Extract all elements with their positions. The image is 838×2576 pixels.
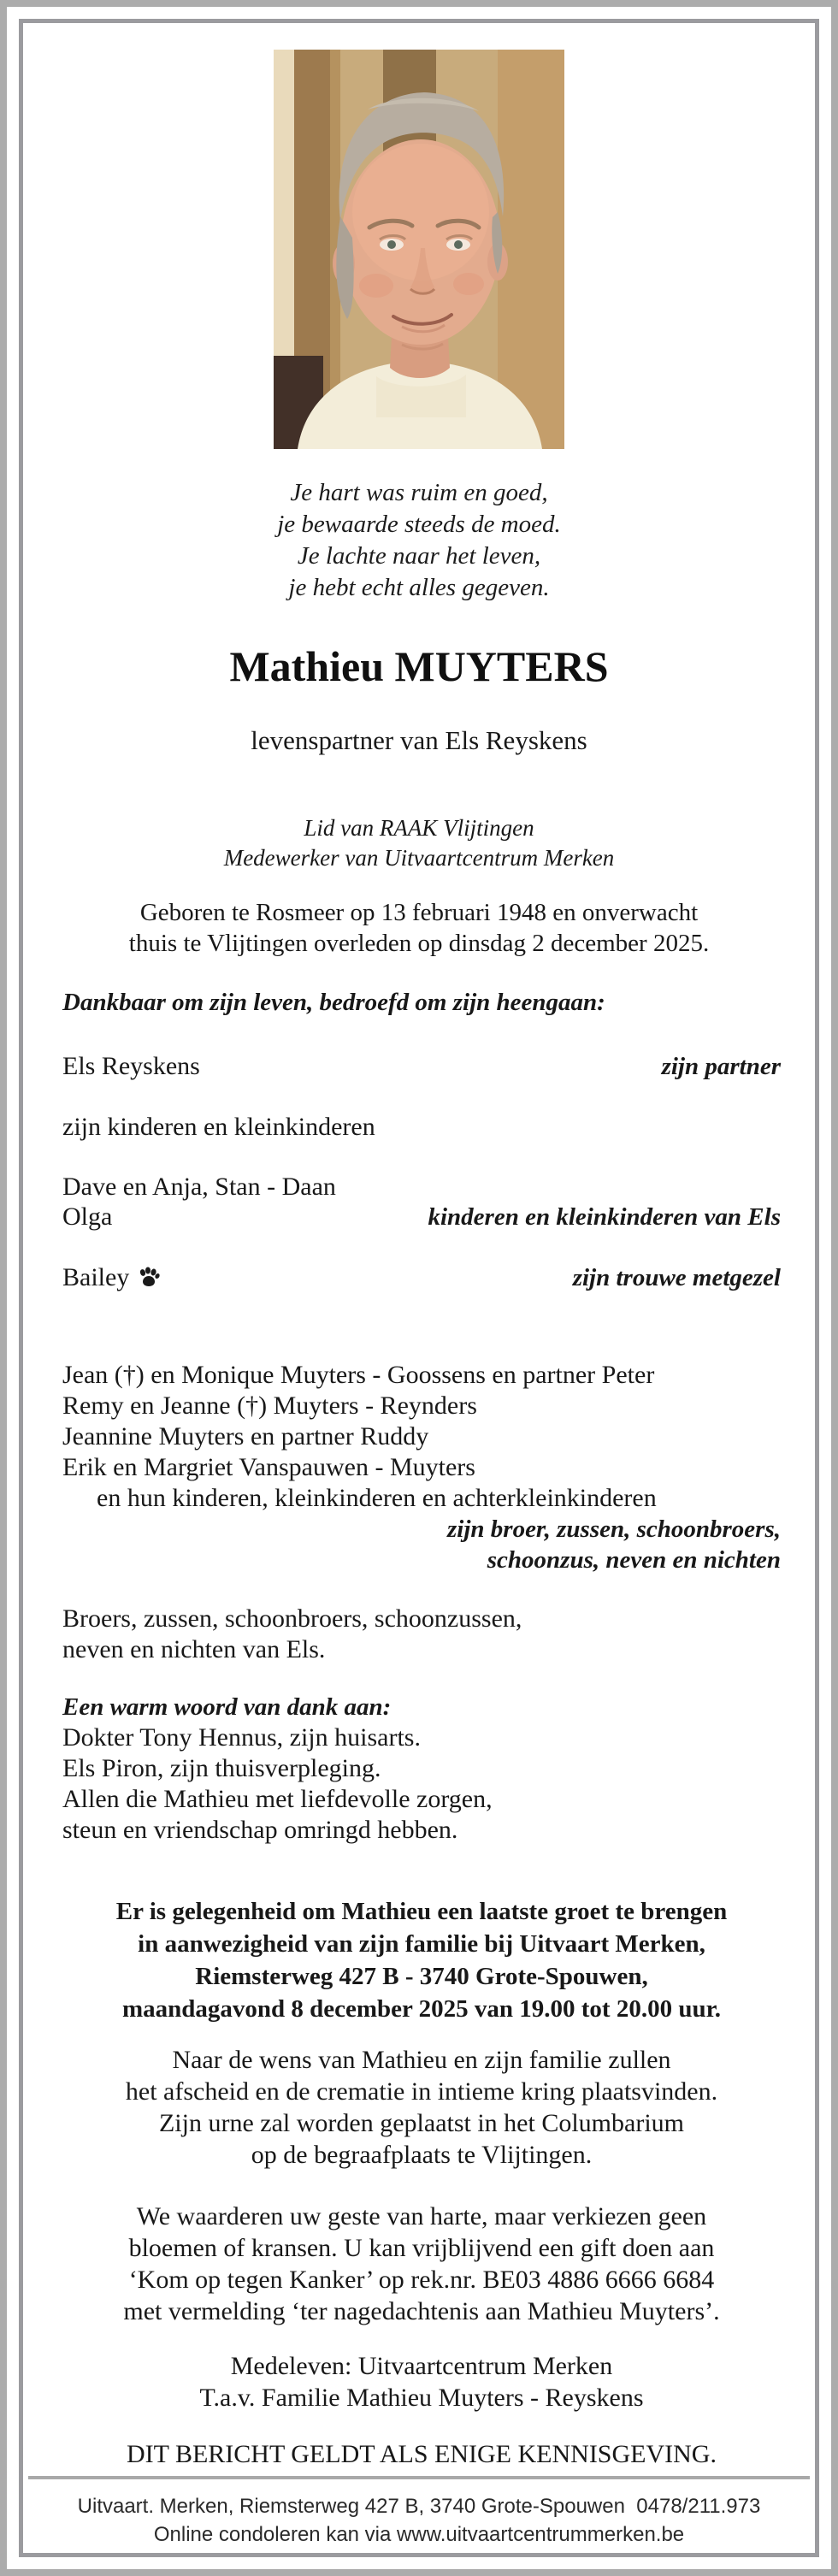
sibling-line: Jeannine Muyters en partner Ruddy — [62, 1422, 429, 1450]
siblings-role-line: zijn broer, zussen, schoonbroers, — [447, 1515, 781, 1543]
thanks-line: Allen die Mathieu met liefdevolle zorgen, — [62, 1785, 493, 1813]
family-member: zijn kinderen en kleinkinderen — [62, 1113, 375, 1141]
farewell-notice — [62, 2044, 781, 2171]
paw-icon — [138, 1267, 160, 1287]
farewell-line: Zijn urne zal worden geplaatst in het Columbarium — [158, 2109, 684, 2137]
family-member — [62, 1262, 160, 1292]
footer-divider — [28, 2476, 810, 2479]
birth-death-line: Geboren te Rosmeer op 13 februari 1948 en onverwacht — [139, 899, 699, 926]
family-member: Els Reyskens — [62, 1052, 200, 1080]
pet-name: Bailey — [62, 1263, 130, 1291]
portrait-photo — [274, 50, 564, 449]
family-row — [62, 1262, 781, 1293]
poem-line: Je lachte naar het leven, — [297, 542, 541, 570]
els-family-line: neven en nichten van Els. — [62, 1635, 326, 1663]
family-row — [62, 1051, 781, 1082]
family-row — [62, 1172, 781, 1202]
sibling-line: Remy en Jeanne (†) Muyters - Reynders — [62, 1391, 477, 1420]
condolence-address — [62, 2350, 781, 2414]
family-member: Olga — [62, 1202, 113, 1231]
thanks-intro: Een warm woord van dank aan: — [62, 1693, 392, 1721]
family-row — [62, 1112, 781, 1142]
membership-line: Medewerker van Uitvaartcentrum Merken — [223, 845, 615, 871]
memberships — [23, 813, 815, 873]
mourning-intro: Dankbaar om zijn leven, bedroefd om zijn heengaan: — [62, 989, 605, 1016]
footer-address-phone: Uitvaart. Merken, Riemsterweg 427 B, 3740 Grote-Spouwen 0478/211.973 — [77, 2495, 761, 2518]
family-row — [62, 1202, 781, 1232]
siblings-role-line: schoonzus, neven en nichten — [487, 1546, 781, 1574]
funeral-home-footer — [28, 2476, 810, 2549]
visitation-line: maandagavond 8 december 2025 van 19.00 tot 20.00 uur. — [121, 1995, 722, 2023]
els-family — [62, 1604, 781, 1665]
family-role: zijn partner — [661, 1053, 781, 1080]
family-member: Dave en Anja, Stan - Daan — [62, 1173, 336, 1201]
family-section — [23, 987, 815, 2471]
membership-line: Lid van RAAK Vlijtingen — [304, 815, 534, 841]
condolence-line: Medeleven: Uitvaartcentrum Merken — [230, 2352, 613, 2380]
sibling-line: Jean (†) en Monique Muyters - Goossens en partner Peter — [62, 1361, 655, 1389]
family-role: kinderen en kleinkinderen van Els — [428, 1203, 781, 1231]
donation-line: met vermelding ‘ter nagedachtenis aan Mathieu Muyters’. — [123, 2297, 720, 2325]
poem-line: Je hart was ruim en goed, — [290, 479, 548, 506]
donation-line: ‘Kom op tegen Kanker’ op rek.nr. BE03 4886 6666 6684 — [128, 2266, 715, 2294]
siblings-list — [62, 1360, 781, 1575]
farewell-line: het afscheid en de crematie in intieme kring plaatsvinden. — [125, 2077, 718, 2106]
visitation-line: in aanwezigheid van zijn familie bij Uitvaart Merken, — [138, 1930, 705, 1958]
donation-notice — [62, 2201, 781, 2327]
visitation-line: Er is gelegenheid om Mathieu een laatste groet te brengen — [115, 1898, 728, 1925]
birth-death — [23, 897, 815, 959]
poem-line: je bewaarde steeds de moed. — [277, 511, 561, 538]
donation-line: We waarderen uw geste van harte, maar verkiezen geen — [136, 2202, 707, 2230]
thanks-line: Dokter Tony Hennus, zijn huisarts. — [62, 1723, 421, 1752]
thanks-line: Els Piron, zijn thuisverpleging. — [62, 1754, 381, 1782]
sole-notification-line: DIT BERICHT GELDT ALS ENIGE KENNISGEVING. — [127, 2440, 717, 2468]
birth-death-line: thuis te Vlijtingen overleden op dinsdag 2 december 2025. — [128, 930, 710, 957]
farewell-line: Naar de wens van Mathieu en zijn familie zullen — [172, 2046, 671, 2074]
footer-condolence-url: Online condoleren kan via www.uitvaartcentrummerken.be — [153, 2523, 685, 2546]
family-role: zijn trouwe metgezel — [572, 1264, 781, 1291]
farewell-line: op de begraafplaats te Vlijtingen. — [251, 2141, 593, 2169]
condolence-line: T.a.v. Familie Mathieu Muyters - Reyskens — [199, 2384, 644, 2412]
sibling-line: en hun kinderen, kleinkinderen en achterkleinkinderen — [97, 1484, 657, 1512]
els-family-line: Broers, zussen, schoonbroers, schoonzussen, — [62, 1604, 522, 1633]
poem-line: je hebt echt alles gegeven. — [288, 574, 550, 601]
deceased-relation: levenspartner van Els Reyskens — [251, 725, 587, 755]
thanks-section — [62, 1692, 781, 1846]
obituary-card — [19, 19, 819, 2557]
sibling-line: Erik en Margriet Vanspauwen - Muyters — [62, 1453, 475, 1481]
thanks-line: steun en vriendschap omringd hebben. — [62, 1816, 458, 1844]
visitation-notice — [62, 1895, 781, 2025]
visitation-line: Riemsterweg 427 B - 3740 Grote-Spouwen, — [195, 1963, 648, 1990]
donation-line: bloemen of kransen. U kan vrijblijvend een gift doen aan — [128, 2234, 715, 2262]
memorial-poem — [23, 477, 815, 604]
deceased-name: Mathieu MUYTERS — [229, 642, 609, 690]
